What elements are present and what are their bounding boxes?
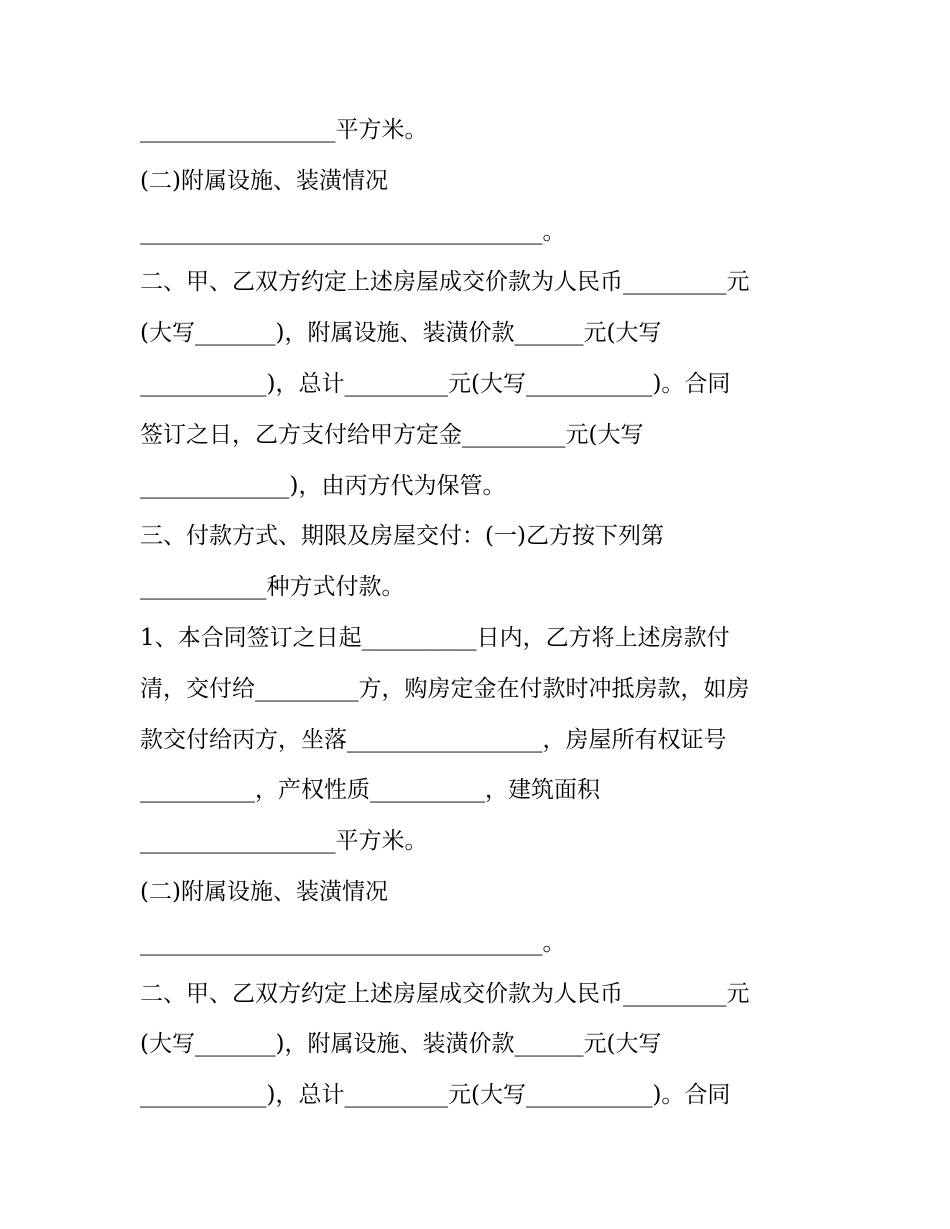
text-line-16: (二)附属设施、装潢情况 [140,878,388,905]
text-line-18: 二、甲、乙双方约定上述房屋成交价款为人民币_________元 [140,980,750,1007]
text-line-17: ___________________________________。 [140,929,566,956]
text-line-19: (大写_______)，附属设施、装潢价款______元(大写 [140,1031,662,1058]
text-line-11: 1、本合同签订之日起__________日内，乙方将上述房款付 [140,624,730,651]
text-line-9: 三、付款方式、期限及房屋交付：(一)乙方按下列第 [140,523,664,550]
document-page [140,105,820,1121]
text-line-10: ___________种方式付款。 [140,574,405,601]
text-line-6: ___________)，总计_________元(大写___________)。合同 [140,370,731,397]
text-line-7: 签订之日，乙方支付给甲方定金_________元(大写 [140,421,644,448]
text-line-1: _________________平方米。 [140,117,428,143]
text-line-4: 二、甲、乙双方约定上述房屋成交价款为人民币_________元 [140,269,750,296]
text-line-5: (大写_______)，附属设施、装潢价款______元(大写 [140,320,662,347]
text-line-3: ___________________________________。 [140,218,566,245]
text-line-13: 款交付给丙方，坐落_________________，房屋所有权证号 [140,726,727,753]
text-line-2: (二)附属设施、装潢情况 [140,167,388,194]
text-line-20: ___________)，总计_________元(大写___________)。合同 [140,1082,731,1109]
text-line-15: _________________平方米。 [140,828,428,855]
text-line-8: _____________)，由丙方代为保管。 [140,472,506,499]
text-line-12: 清，交付给_________方，购房定金在付款时冲抵房款，如房 [140,675,750,702]
text-line-14: __________，产权性质__________，建筑面积 [140,777,600,804]
